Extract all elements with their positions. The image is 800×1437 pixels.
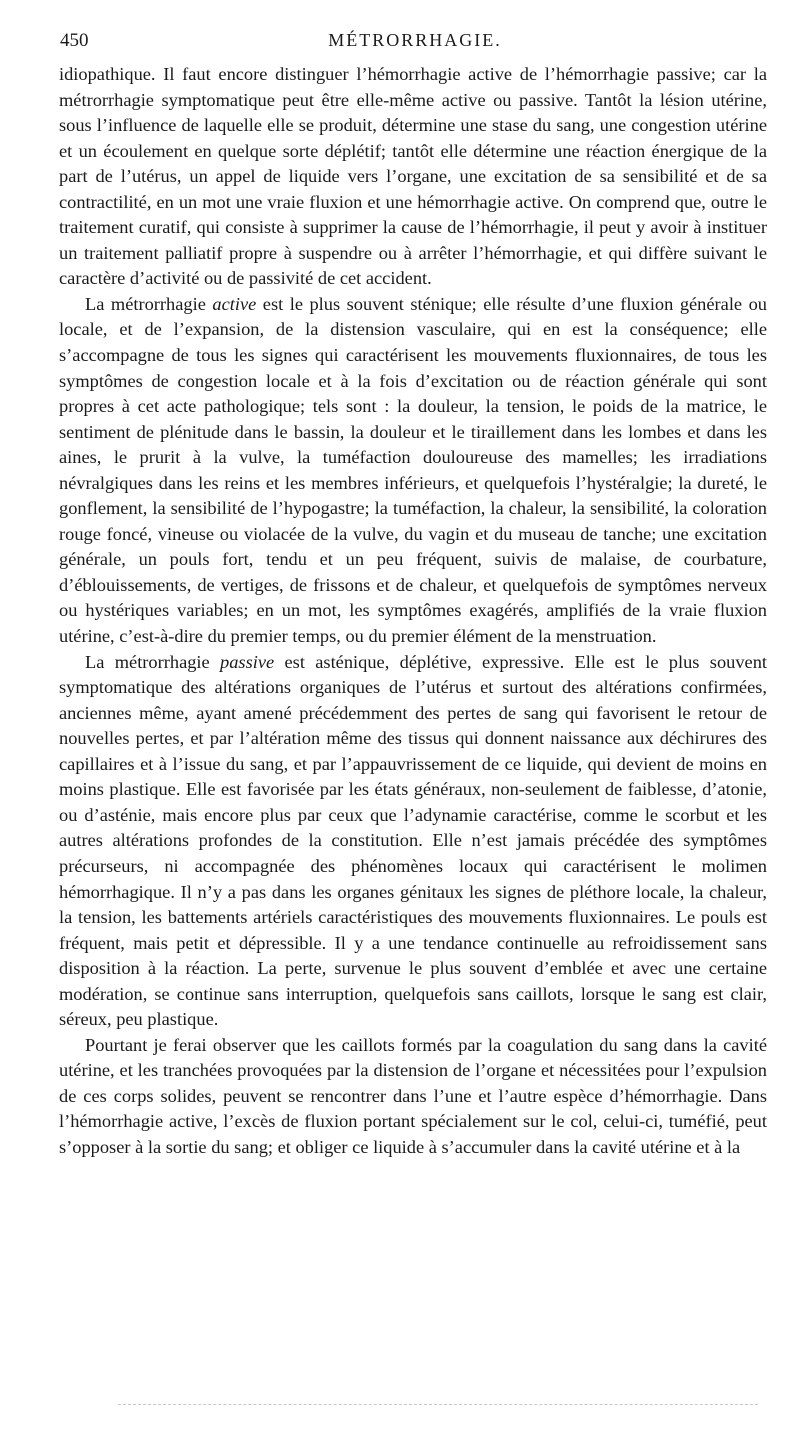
emphasis-active: active [212, 293, 257, 314]
paragraph-continued: idiopathique. Il faut encore distinguer l’hémorrhagie active de l’hémorrhagie passive; car la métrorrhagie symptomatique peut être elle-même active ou passive. Tantôt la lésion utérine, sous l’influence de laquelle elle se produit, détermine une stase du sang, une congestion utérine et un écoulement en quelque sorte déplétif; tantôt elle détermine une réaction énergique de la part de l’utérus, un appel de liquide vers l’organe, une excitation de sa sensibilité et de sa contractilité, en un mot une vraie fluxion et une hémorrhagie active. On comprend que, outre le traitement curatif, qui consiste à supprimer la cause de l’hémorrhagie, il peut y avoir à instituer un traitement palliatif propre à suspendre ou à arrêter l’hémorrhagie, et qui diffère suivant le caractère d’activité ou de passivité de cet accident. [59, 64, 767, 289]
emphasis-passive: passive [220, 651, 275, 672]
paragraph-passive-metrorrhagia [59, 650, 767, 1033]
paragraph-lead: La métrorrhagie [85, 651, 221, 672]
paragraph-active-metrorrhagia [59, 292, 767, 650]
paragraph-body: est asténique, déplétive, expressive. Elle est le plus souvent symptomatique des altérations organiques de l’utérus et surtout des altérations confirmées, anciennes même, ayant amené précédemment des pertes de sang qui favorisent le retour de nouvelles pertes, et par l’altération même des tissus qui donnent naissance aux déchirures des capillaires et à l’issue du sang, et par l’appauvrissement de ce liquide, qui devient de moins en moins plastique. Elle est favorisée par les états généraux, non-seulement de faiblesse, d’atonie, ou d’asténie, mais encore plus par ceux que l’adynamie caractérise, comme le scorbut et les autres altérations profondes de la constitution. Elle n’est jamais précédée des symptômes précurseurs, ni accompagnée des phénomènes locaux qui caractérisent le molimen hémorrhagique. Il n’y a pas dans les organes génitaux les signes de pléthore locale, la chaleur, la tension, les battements artériels caractéristiques des mouvements fluxionnaires. Le pouls est fréquent, mais petit et dépressible. Il y a une tendance continuelle au refroidissement sans disposition à la réaction. La perte, survenue le plus souvent d’emblée et avec une certaine modération, se continue sans interruption, quelquefois sans caillots, lorsque le sang est clair, séreux, peu plastique. [59, 651, 768, 1030]
paragraph-body: est le plus souvent sténique; elle résulte d’une fluxion générale ou locale, et de l’expansion, de la distension vasculaire, qui en est la conséquence; elle s’accompagne de tous les signes qui caractérisent les mouvements fluxionnaires, de tous les symptômes de congestion locale et à la fois d’excitation ou de réaction générale qui sont propres à cet acte pathologique; tels sont : la douleur, la tension, le poids de la matrice, le sentiment de plénitude dans le bassin, la douleur et le tiraillement dans les lombes et dans les aines, le prurit à la vulve, la tuméfaction douloureuse des mamelles; les irradiations névralgiques dans les reins et les membres inférieurs, et quelquefois l’hystéralgie; la dureté, le gonflement, la sensibilité de l’hypogastre; la tuméfaction, la chaleur, la sensibilité, la coloration rouge foncé, vineuse ou violacée de la vulve, du vagin et du museau de tanche; une excitation générale, un pouls fort, tendu et un peu fréquent, suivis de malaise, de courbature, d’éblouissements, de vertiges, de frissons et de chaleur, et quelquefois de symptômes nerveux ou hystériques variables; en un mot, les symptômes exagérés, amplifiés de la vraie fluxion utérine, c’est-à-dire du premier temps, ou du premier élément de la menstruation. [59, 293, 767, 647]
running-head [60, 30, 770, 60]
bottom-margin-rule [118, 1404, 758, 1405]
paragraph-lead: La métrorrhagie [85, 293, 213, 314]
paragraph-clots: Pourtant je ferai observer que les caillots formés par la coagulation du sang dans la cavité utérine, et les tranchées provoquées par la distension de l’organe et nécessitées pour l’expulsion de ces corps solides, peuvent se rencontrer dans l’une et l’autre espèce d’hémorrhagie. Dans l’hémorrhagie active, l’excès de fluxion portant spécialement sur le col, celui-ci, tuméfié, peut s’opposer à la sortie du sang; et obliger ce liquide à s’accumuler dans la cavité utérine et à la [59, 1034, 767, 1157]
running-title: MÉTRORRHAGIE. [328, 30, 502, 50]
page-number: 450 [60, 30, 89, 51]
body-text [59, 62, 767, 1161]
